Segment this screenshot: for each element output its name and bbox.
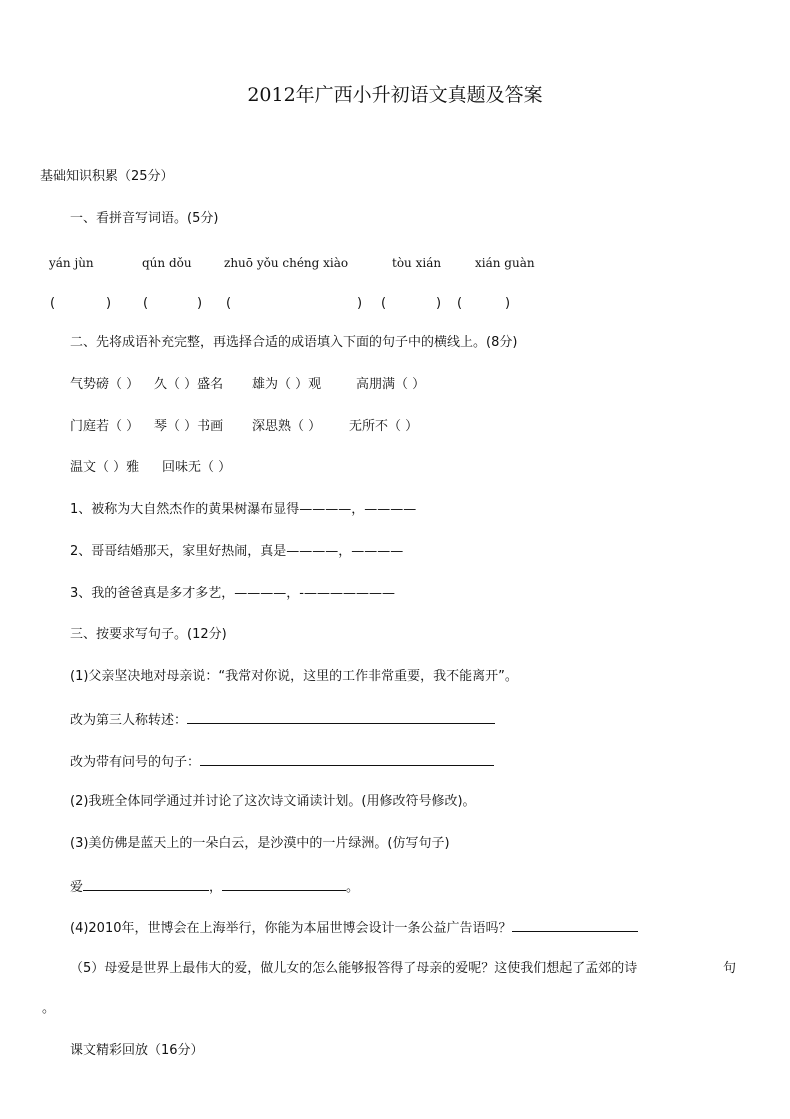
pinyin-1: yán jùn [49,256,94,270]
fill-sentence-3: 3、我的爸爸真是多才多艺，————，-——————— [70,586,395,601]
q3-item-4-text: (4)2010年，世博会在上海举行，你能为本届世博会设计一条公益广告语吗？ [70,921,512,936]
q3-item-5-tail: 句 [723,961,737,976]
q3-item-1b-label: 改为带有问号的句子： [70,755,201,770]
answer-blank-4 [512,918,638,932]
answer-paren-open-2: ( [143,296,149,311]
answer-paren-open-4: ( [381,296,387,311]
document-title: 2012年广西小升初语文真题及答案 [247,84,543,106]
q3-item-4-line [70,918,638,938]
idiom-9: 温文（ ）雅 [70,460,140,475]
q3-item-3: (3)美仿佛是蓝天上的一朵白云，是沙漠中的一片绿洲。(仿写句子) [70,836,450,851]
q3-item-2: (2)我班全体同学通过并讨论了这次诗文诵读计划。(用修改符号修改)。 [70,794,476,809]
question-2-title: 二、先将成语补充完整，再选择合适的成语填入下面的句子中的横线上。(8分) [70,335,518,350]
q3-item-3-comma: ， [209,880,223,895]
idiom-1: 气势磅（ ） [70,377,140,392]
question-3-title: 三、按要求写句子。(12分) [70,627,227,642]
answer-paren-close-5: ) [505,296,511,311]
fill-sentence-2: 2、哥哥结婚那天，家里好热闹，真是————，———— [70,544,404,559]
q3-item-3-answer-line [70,877,359,897]
answer-paren-open-1: ( [50,296,56,311]
q3-item-5-text: （5）母爱是世界上最伟大的爱，做儿女的怎么能够报答得了母亲的爱呢？这使我们想起了孟郊的诗 [70,961,638,976]
section-heading-review: 课文精彩回放（16分） [70,1043,204,1058]
idiom-4: 高朋满（ ） [356,377,426,392]
idiom-2: 久（ ）盛名 [154,377,224,392]
idiom-5: 门庭若（ ） [70,419,140,434]
idiom-8: 无所不（ ） [349,419,419,434]
pinyin-3: zhuō yǒu chéng xiào [224,256,349,270]
answer-blank-3b [222,877,346,891]
section-heading-basics: 基础知识积累（25分） [40,169,174,184]
q3-item-3-start: 爱 [70,880,84,895]
answer-blank-1b [200,752,494,766]
pinyin-2: qún dǒu [142,256,192,270]
q3-item-3-end: 。 [346,880,360,895]
answer-blank-1a [187,710,495,724]
pinyin-5: xián guàn [475,256,535,270]
answer-paren-close-4: ) [436,296,442,311]
answer-paren-close-3: ) [357,296,363,311]
answer-paren-close-1: ) [106,296,112,311]
q3-item-1a-label: 改为第三人称转述： [70,713,188,728]
answer-paren-open-3: ( [226,296,232,311]
q3-item-1a-line [70,710,495,730]
question-1-title: 一、看拼音写词语。(5分) [70,211,219,226]
answer-paren-close-2: ) [197,296,203,311]
q3-item-5-end: 。 [42,1001,56,1016]
idiom-6: 琴（ ）书画 [154,419,224,434]
idiom-10: 回味无（ ） [162,460,232,475]
fill-sentence-1: 1、被称为大自然杰作的黄果树瀑布显得————，———— [70,502,417,517]
idiom-3: 雄为（ ）观 [252,377,322,392]
idiom-7: 深思熟（ ） [252,419,322,434]
pinyin-4: tòu xián [392,256,442,270]
q3-item-1: (1)父亲坚决地对母亲说：“我常对你说，这里的工作非常重要，我不能离开”。 [70,669,518,684]
answer-paren-open-5: ( [457,296,463,311]
q3-item-1b-line [70,752,494,772]
answer-blank-3a [83,877,209,891]
